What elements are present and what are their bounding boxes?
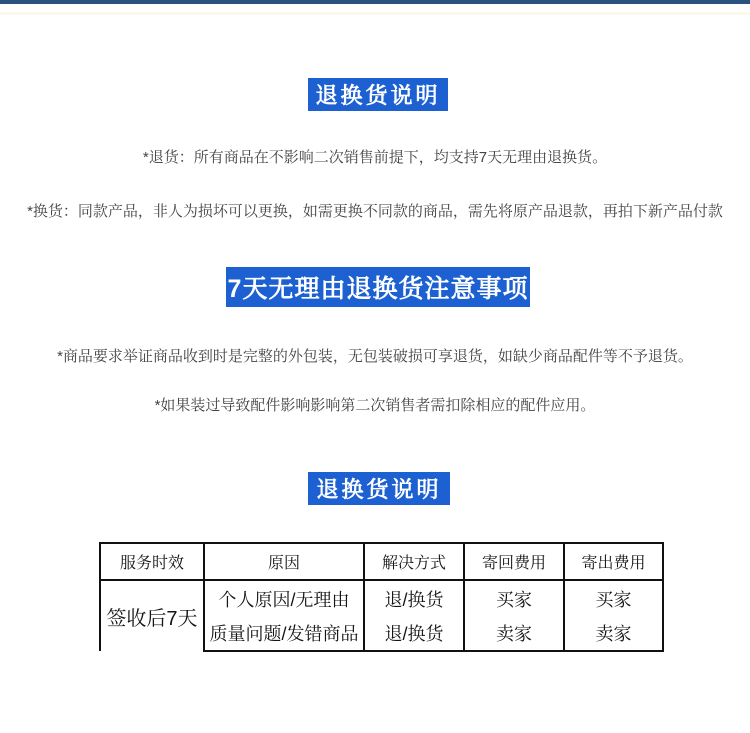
reason-cell: 个人原因/无理由 [204,580,364,616]
exchange-policy-text: *换货：同款产品，非人为损坏可以更换，如需更换不同款的商品，需先将原产品退款，再拍下新产品付款 [27,203,723,220]
col-header-return-fee: 寄回费用 [464,543,564,580]
solution-cell: 退/换货 [364,580,464,616]
return-policy-table [99,542,664,652]
col-header-service-time: 服务时效 [100,543,204,580]
table-row [100,580,663,616]
reason-cell: 质量问题/发错商品 [204,616,364,651]
col-header-solution: 解决方式 [364,543,464,580]
section-header-7day-notes: 7天无理由退换货注意事项 [226,267,530,307]
service-time-cell: 签收后7天 [100,580,204,651]
col-header-reason: 原因 [204,543,364,580]
table-header-row [100,543,663,580]
col-header-send-fee: 寄出费用 [564,543,663,580]
send-fee-cell: 买家 [564,580,663,616]
solution-cell: 退/换货 [364,616,464,651]
return-policy-text: *退货：所有商品在不影响二次销售前提下，均支持7天无理由退换货。 [142,149,608,166]
return-fee-cell: 买家 [464,580,564,616]
top-accent-line [0,12,750,15]
return-fee-cell: 卖家 [464,616,564,651]
section-header-return-table: 退换货说明 [308,472,450,505]
packaging-requirement-text: *商品要求举证商品收到时是完整的外包装，无包装破损可享退货，如缺少商品配件等不予退货。 [57,348,693,365]
send-fee-cell: 卖家 [564,616,663,651]
accessory-deduction-text: *如果装过导致配件影响影响第二次销售者需扣除相应的配件应用。 [154,397,596,414]
top-divider-bar [0,0,750,4]
section-header-return-exchange: 退换货说明 [308,78,448,111]
